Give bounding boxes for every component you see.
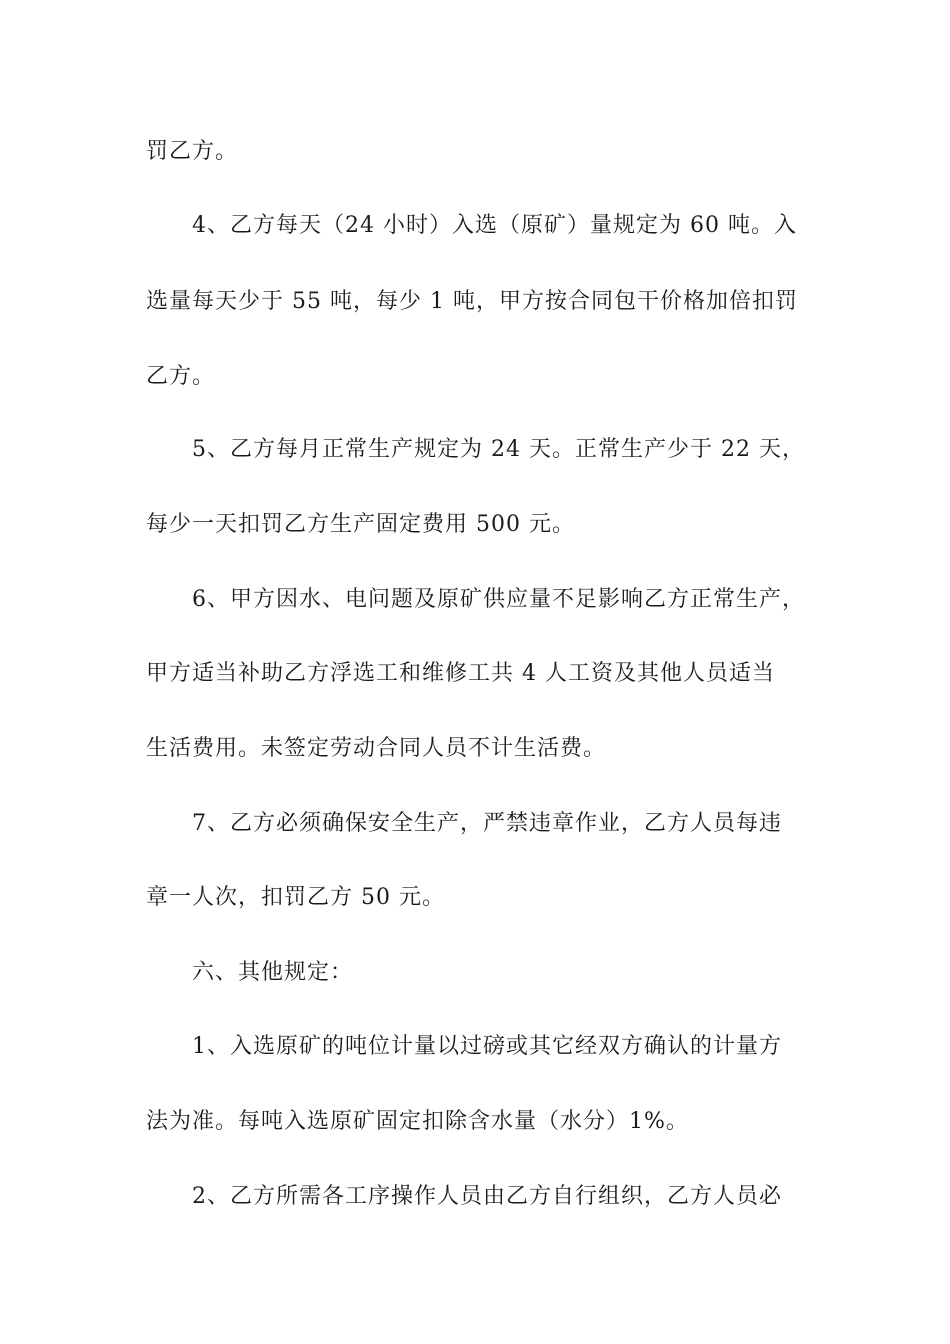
text-line: 5、乙方每月正常生产规定为 24 天。正常生产少于 22 天， [192, 437, 805, 462]
text-line: 选量每天少于 55 吨，每少 1 吨，甲方按合同包干价格加倍扣罚 [146, 289, 798, 314]
text-line: 罚乙方。 [146, 139, 239, 164]
text-line: 章一人次，扣罚乙方 50 元。 [146, 885, 445, 910]
text-line: 每少一天扣罚乙方生产固定费用 500 元。 [146, 512, 575, 537]
text-line: 法为准。每吨入选原矿固定扣除含水量（水分）1%。 [146, 1109, 689, 1134]
text-line: 4、乙方每天（24 小时）入选（原矿）量规定为 60 吨。入 [192, 213, 797, 238]
text-line: 6、甲方因水、电问题及原矿供应量不足影响乙方正常生产， [192, 587, 805, 612]
section-heading: 六、其他规定： [192, 960, 354, 985]
text-line: 生活费用。未签定劳动合同人员不计生活费。 [146, 736, 607, 761]
text-line: 甲方适当补助乙方浮选工和维修工共 4 人工资及其他人员适当 [146, 661, 775, 686]
text-line: 7、乙方必须确保安全生产，严禁违章作业，乙方人员每违 [192, 811, 782, 836]
text-line: 1、入选原矿的吨位计量以过磅或其它经双方确认的计量方 [192, 1034, 782, 1059]
text-line: 2、乙方所需各工序操作人员由乙方自行组织，乙方人员必 [192, 1184, 782, 1209]
text-line: 乙方。 [146, 364, 216, 389]
